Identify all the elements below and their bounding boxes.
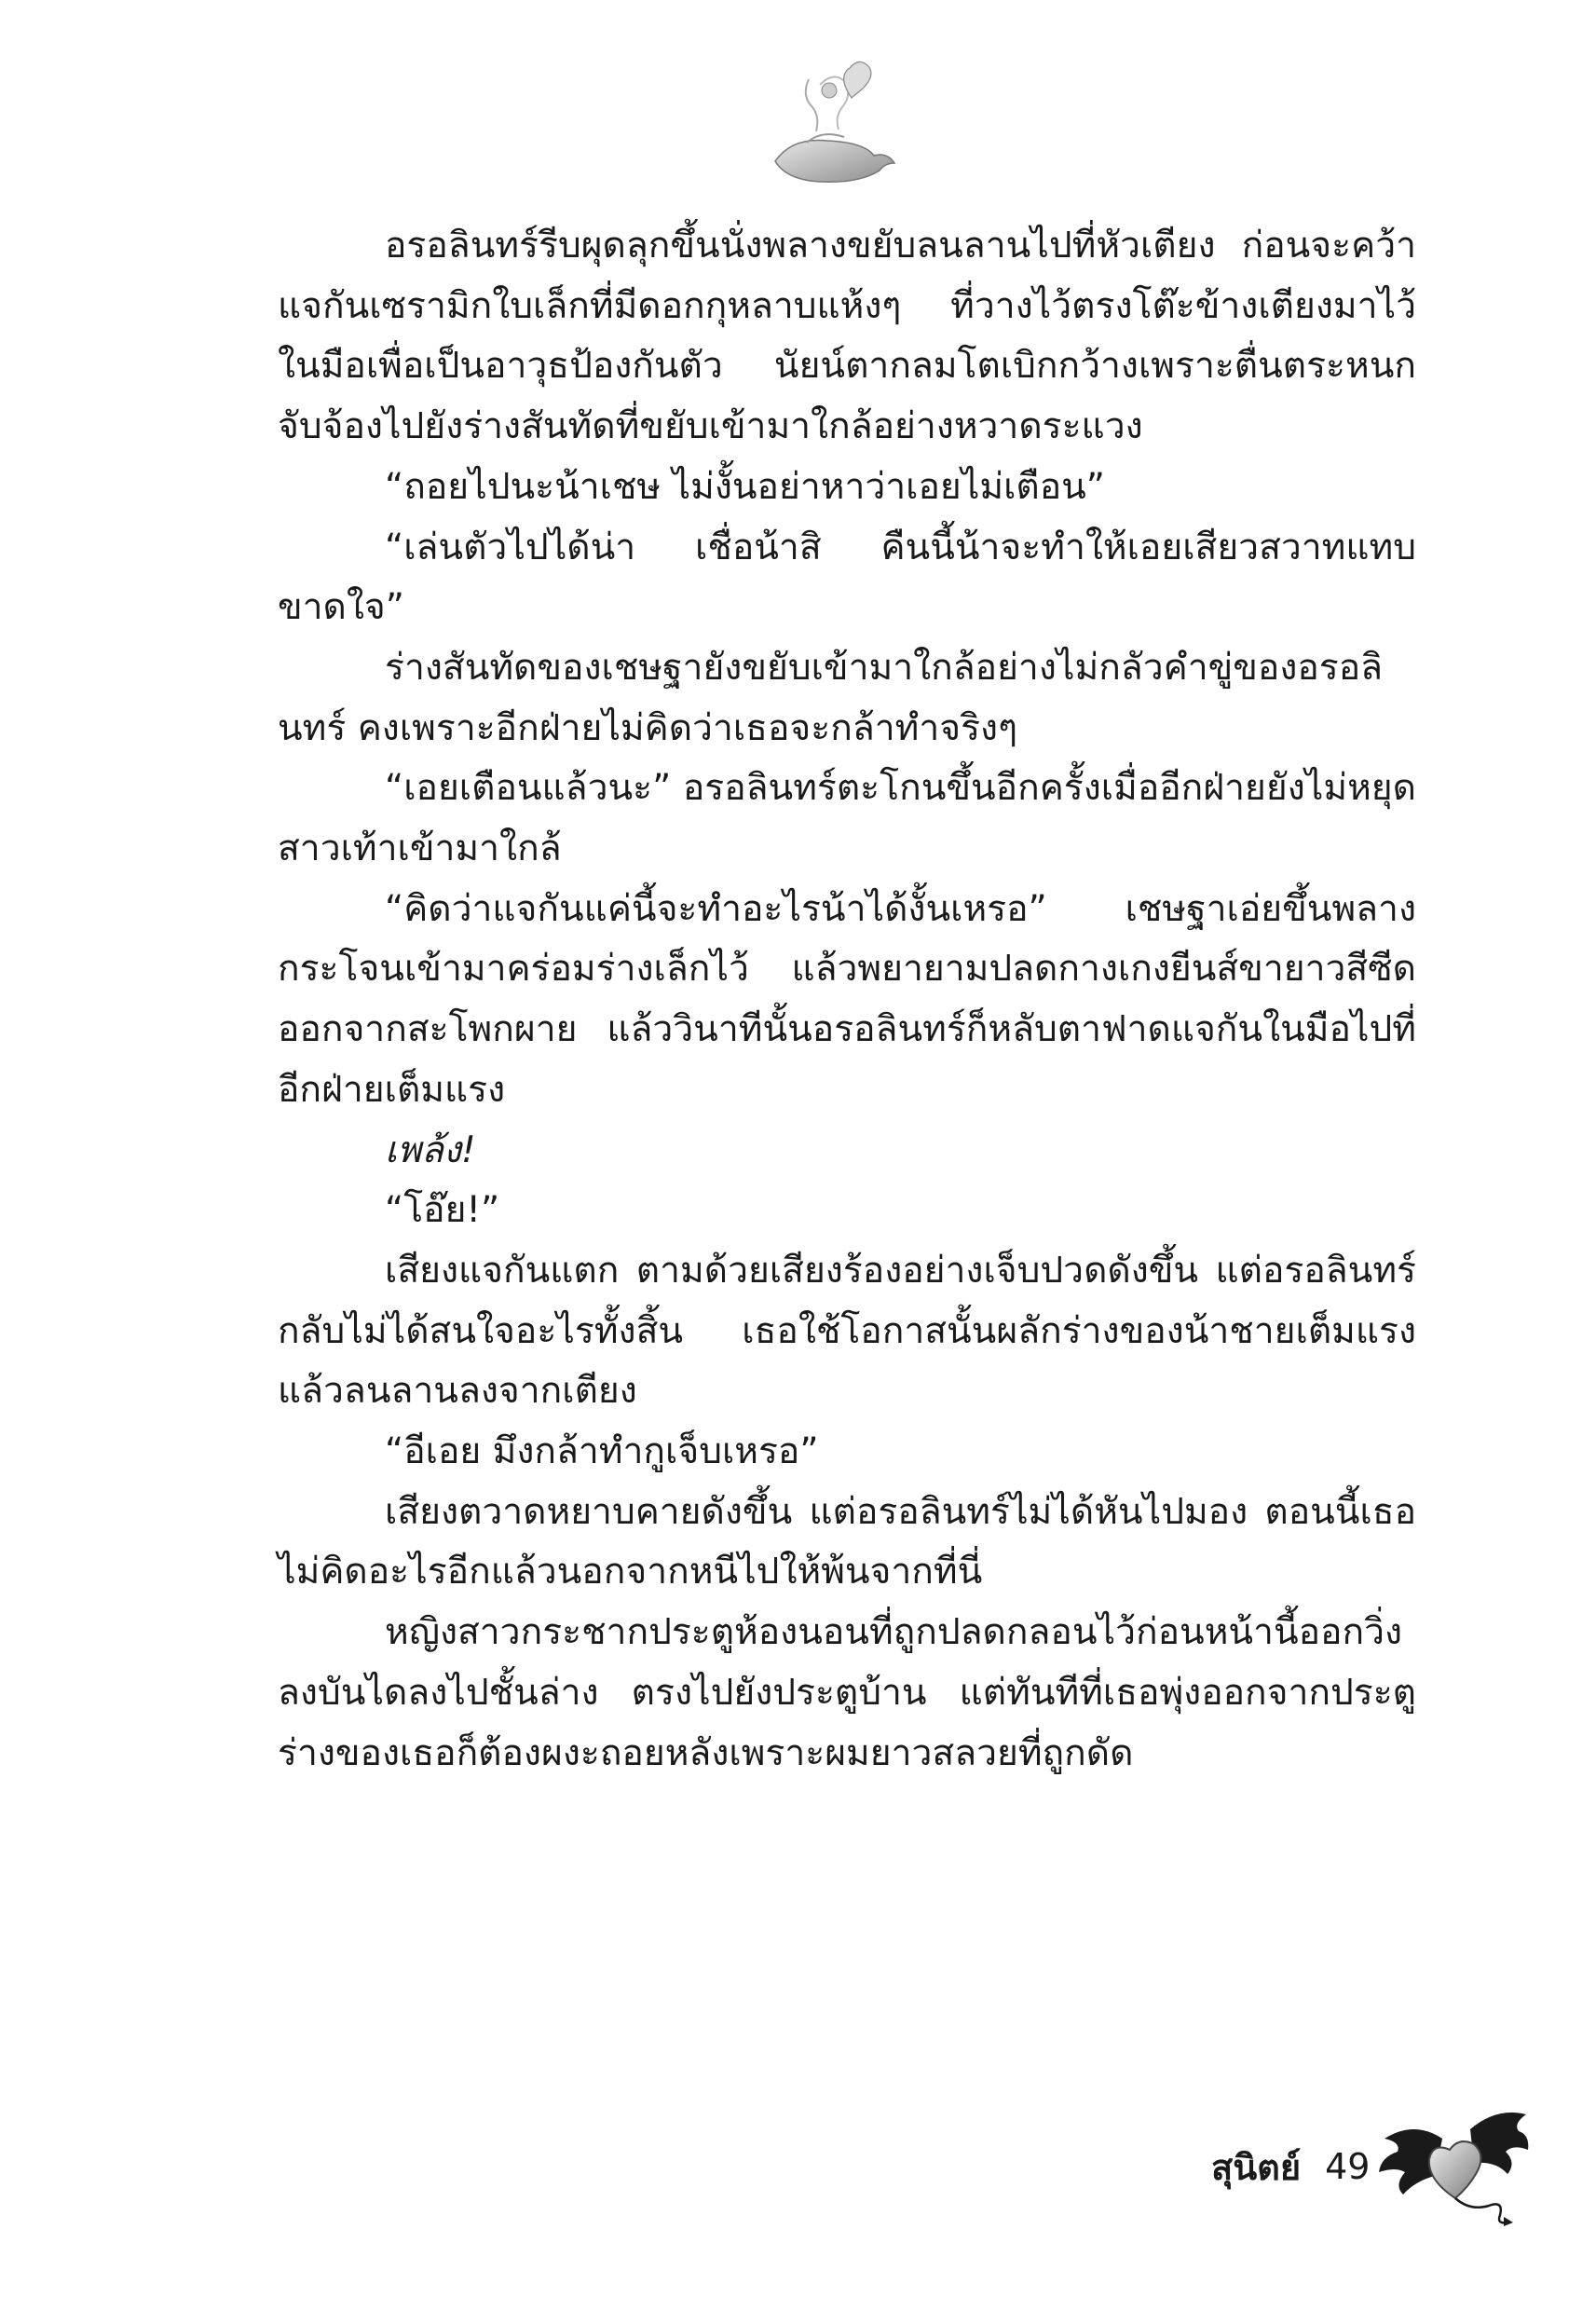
paragraph: ร่างสันทัดของเชษฐายังขยับเข้ามาใกล้อย่างไม่กลัวคำขู่ของอรอลินทร์ คงเพราะอีกฝ่ายไม่คิดว่าเธอจะกล้าทำจริงๆ [278, 646, 1384, 749]
winged-heart-ornament-icon [1377, 2101, 1531, 2232]
teapot-cupid-ornament-icon [755, 51, 904, 191]
paragraph-sound-effect: เพล้ง! [385, 1128, 476, 1171]
story-text [278, 216, 1416, 1784]
paragraph: หญิงสาวกระชากประตูห้องนอนที่ถูกปลดกลอนไว้ก่อนหน้านี้ออกวิ่งลงบันไดลงไปชั้นล่าง ตรงไปยังประตูบ้าน แต่ทันทีที่เธอพุ่งออกจากประตู ร่างของเธอก็ต้องผงะถอยหลังเพราะผมยาวสลวยที่ถูกดัด [278, 1611, 1416, 1774]
footer-title: สุนิตย์ [1211, 2146, 1302, 2188]
paragraph: เสียงแจกันแตก ตามด้วยเสียงร้องอย่างเจ็บปวดดังขึ้น แต่อรอลินทร์กลับไม่ได้สนใจอะไรทั้งสิ้น เธอใช้โอกาสนั้นผลักร่างของน้าชายเต็มแรงแล้วลนลานลงจากเตียง [278, 1249, 1416, 1413]
page-footer [1211, 2134, 1370, 2199]
paragraph: เสียงตวาดหยาบคายดังขึ้น แต่อรอลินทร์ไม่ได้หันไปมอง ตอนนี้เธอไม่คิดอะไรอีกแล้วนอกจากหนีไปให้พ้นจากที่นี่ [278, 1490, 1416, 1593]
paragraph: อรอลินทร์รีบผุดลุกขึ้นนั่งพลางขยับลนลานไปที่หัวเตียง ก่อนจะคว้าแจกันเซรามิกใบเล็กที่มีดอกกุหลาบแห้งๆ ที่วางไว้ตรงโต๊ะข้างเตียงมาไว้ในมือเพื่อเป็นอาวุธป้องกันตัว นัยน์ตากลมโตเบิกกว้างเพราะตื่นตระหนกจับจ้องไปยังร่างสันทัดที่ขยับเข้ามาใกล้อย่างหวาดระแวง [278, 225, 1416, 448]
paragraph: “ถอยไปนะน้าเชษ ไม่งั้นอย่าหาว่าเอยไม่เตือน” [385, 465, 1106, 508]
paragraph: “คิดว่าแจกันแค่นี้จะทำอะไรน้าได้งั้นเหรอ” เชษฐาเอ่ยขึ้นพลางกระโจนเข้ามาคร่อมร่างเล็กไว้ แล้วพยายามปลดกางเกงยีนส์ขายาวสีซีดออกจากสะโพกผาย แล้ววินาทีนั้นอรอลินทร์ก็หลับตาฟาดแจกันในมือไปที่อีกฝ่ายเต็มแรง [278, 887, 1416, 1111]
paragraph: “เล่นตัวไปได้น่า เชื่อน้าสิ คืนนี้น้าจะทำให้เอยเสียวสวาทแทบขาดใจ” [278, 526, 1416, 629]
page-number: 49 [1325, 2146, 1371, 2187]
paragraph: “โอ๊ย!” [385, 1189, 500, 1232]
paragraph: “อีเอย มึงกล้าทำกูเจ็บเหรอ” [385, 1430, 819, 1473]
paragraph: “เอยเตือนแล้วนะ” อรอลินทร์ตะโกนขึ้นอีกครั้งเมื่ออีกฝ่ายยังไม่หยุดสาวเท้าเข้ามาใกล้ [278, 767, 1416, 870]
